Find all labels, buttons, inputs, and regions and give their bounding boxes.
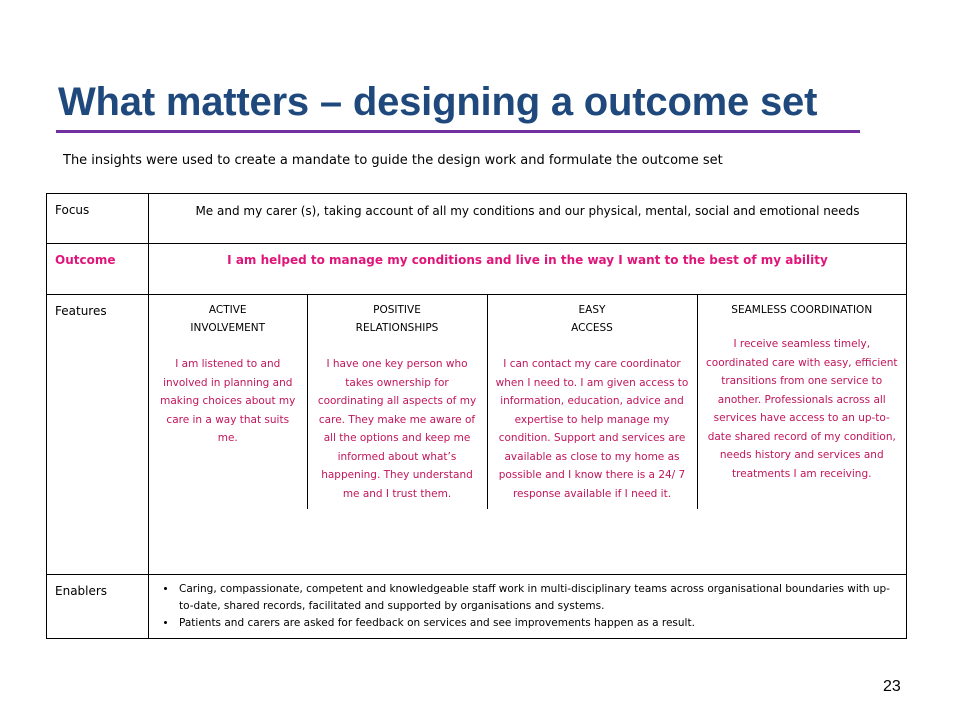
focus-row bbox=[47, 194, 907, 244]
feature-active-involvement bbox=[149, 295, 307, 509]
features-cell bbox=[149, 295, 907, 575]
outcome-text: I am helped to manage my conditions and live in the way I want to the best of my ability bbox=[149, 244, 907, 295]
outcome-set-table bbox=[46, 193, 907, 639]
feature-heading: EASY bbox=[578, 304, 606, 316]
enablers-label: Enablers bbox=[47, 575, 149, 639]
focus-label: Focus bbox=[47, 194, 149, 244]
feature-easy-access bbox=[487, 295, 697, 509]
feature-heading: SEAMLESS COORDINATION bbox=[731, 304, 873, 316]
feature-body: I can contact my care coordinator when I need to. I am given access to information, education, advice and expertise to help manage my condition. Support and services are available as close to my home as possible and I know there is a 24/ 7 response available if I need it. bbox=[495, 358, 689, 500]
feature-heading: ACTIVE bbox=[208, 304, 247, 316]
feature-heading: POSITIVE bbox=[373, 304, 421, 316]
features-row bbox=[47, 295, 907, 575]
feature-heading: INVOLVEMENT bbox=[190, 322, 266, 334]
feature-heading: ACCESS bbox=[571, 322, 613, 334]
outcome-label: Outcome bbox=[47, 244, 149, 295]
feature-heading: RELATIONSHIPS bbox=[355, 322, 439, 334]
feature-body: I receive seamless timely, coordinated care with easy, efficient transitions from one service to another. Professionals across all services have access to an up-to-date shared record of my condition, needs history and services and treatments I am receiving. bbox=[706, 338, 898, 480]
enablers-list bbox=[149, 575, 906, 638]
focus-text: Me and my carer (s), taking account of all my conditions and our physical, mental, social and emotional needs bbox=[149, 194, 907, 244]
enablers-cell bbox=[149, 575, 907, 639]
feature-body: I am listened to and involved in planning and making choices about my care in a way that suits me. bbox=[160, 358, 296, 444]
feature-body: I have one key person who takes ownership for coordinating all aspects of my care. They make me aware of all the options and keep me informed about what’s happening. They understand me and I trust them. bbox=[317, 358, 477, 500]
slide-title: What matters – designing a outcome set bbox=[58, 80, 818, 124]
page-number: 23 bbox=[883, 678, 901, 695]
title-underline bbox=[56, 130, 860, 133]
outcome-row bbox=[47, 244, 907, 295]
enablers-row bbox=[47, 575, 907, 639]
feature-seamless-coordination bbox=[697, 295, 906, 509]
enabler-item: • Patients and carers are asked for feedback on services and see improvements happen as a result. bbox=[177, 615, 890, 632]
enabler-item: • Caring, compassionate, competent and knowledgeable staff work in multi-disciplinary teams across organisational boundaries with up-to-date, shared records, facilitated and supported by organisations and systems. bbox=[177, 581, 890, 615]
feature-positive-relationships bbox=[307, 295, 487, 509]
features-label: Features bbox=[47, 295, 149, 575]
slide-subtitle: The insights were used to create a mandate to guide the design work and formulate the outcome set bbox=[63, 153, 723, 168]
features-grid bbox=[149, 295, 906, 509]
